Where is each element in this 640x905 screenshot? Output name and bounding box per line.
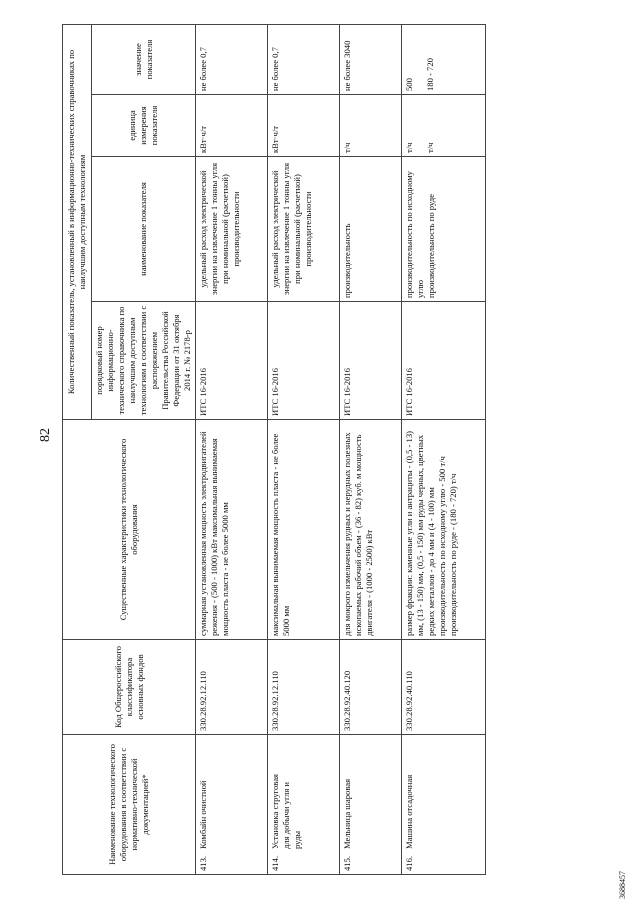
indicator-value: не более 3040 [340, 24, 402, 94]
indicator-unit: т/ч [425, 142, 435, 153]
row-number: 416. [404, 855, 414, 871]
header-indicator-group: Количественный показатель, установленный в информационно-технических справочниках по наилучшим доступным технологиям [63, 24, 92, 419]
indicator-value: не более 0,7 [196, 24, 268, 94]
row-name-cell [196, 735, 268, 875]
row-name-cell [402, 735, 486, 875]
header-row-1 [63, 24, 92, 874]
row-characteristics: размер фракции: каменные угли и антрациты - (0,5 - 13) мм, (13 - 150) мм, (0,5 - 150) мм руды черных, цветных редких металлов - до 4 мм и (4 - 100) мм производительность по исходному углю - 500 т/ч производительность по руде - (180 - 720) т/ч [402, 420, 486, 640]
equipment-name: Установка струговая для добычи угля и руды [270, 774, 302, 849]
row-characteristics: для мокрого измельчения рудных и нерудных полезных ископаемых рабочий объем - (36 - 82) куб. м мощность двигателя - (1000 - 2500) кВт [340, 420, 402, 640]
indicator-name: производительность по исходному углю [404, 171, 425, 298]
indicator-name: удельный расход электрической энергии на извлечение 1 тонны угля при номинальной (расчетной) производительности [268, 157, 340, 302]
indicator-value-cell [402, 24, 486, 94]
row-characteristics: максимальная вынимаемая мощность пласта - не более 5000 мм [268, 420, 340, 640]
indicator-name-cell [402, 157, 486, 302]
table-row [268, 24, 340, 874]
equipment-table [62, 24, 486, 875]
indicator-name: производительность [340, 157, 402, 302]
indicator-name: производительность по руде [426, 194, 436, 298]
row-code: 330.28.92.40.110 [402, 640, 486, 735]
equipment-name: Машина отсадочная [404, 774, 414, 849]
table-row [402, 24, 486, 874]
table-row [196, 24, 268, 874]
row-number: 414. [270, 855, 280, 871]
equipment-name: Комбайн очистной [198, 780, 208, 849]
header-value: значение показателя [92, 24, 196, 94]
header-unit: единица измерения показателя [92, 95, 196, 157]
header-indicator-name: наименование показателя [92, 157, 196, 302]
row-ref: ИТС 16-2016 [340, 302, 402, 420]
header-code: Код Общероссийского классификатора основных фондов [63, 640, 196, 735]
page-number: 82 [38, 428, 53, 442]
indicator-name: удельный расход электрической энергии на извлечение 1 тонны угля при номинальной (расчетной) производительности [196, 157, 268, 302]
document-id: 3688457 [618, 871, 627, 899]
row-ref: ИТС 16-2016 [268, 302, 340, 420]
indicator-unit: т/ч [404, 142, 414, 153]
row-code: 330.28.92.12.110 [268, 640, 340, 735]
indicator-unit-cell [402, 95, 486, 157]
row-number: 415. [342, 855, 352, 871]
indicator-unit: кВт·ч/т [196, 95, 268, 157]
row-code: 330.28.92.40.120 [340, 640, 402, 735]
equipment-name: Мельница шаровая [342, 778, 352, 849]
row-ref: ИТС 16-2016 [196, 302, 268, 420]
row-characteristics: суммарная установленная мощность электродвигателей режения - (500 - 1000) кВт максимальная вынимаемая мощность пласта - не более 5000 мм [196, 420, 268, 640]
header-characteristics: Существенные характеристики технологического оборудования [63, 420, 196, 640]
header-ref-number: порядковый номер информационно-технического справочника по наилучшим доступным технологиям в соответствии с распоряжением Правительства Российской Федерации от 31 октября 2014 г. № 2178-р [92, 302, 196, 420]
row-ref: ИТС 16-2016 [402, 302, 486, 420]
row-code: 330.28.92.12.110 [196, 640, 268, 735]
row-number: 413. [198, 855, 208, 871]
indicator-unit: кВт·ч/т [268, 95, 340, 157]
indicator-value: 500 [404, 78, 414, 91]
row-name-cell [268, 735, 340, 875]
indicator-value: не более 0,7 [268, 24, 340, 94]
header-name: Наименование технологического оборудования в соответствии с нормативно-технической документацией* [63, 735, 196, 875]
indicator-value: 180 - 720 [425, 58, 435, 91]
indicator-unit: т/ч [340, 95, 402, 157]
row-name-cell [340, 735, 402, 875]
table-row [340, 24, 402, 874]
